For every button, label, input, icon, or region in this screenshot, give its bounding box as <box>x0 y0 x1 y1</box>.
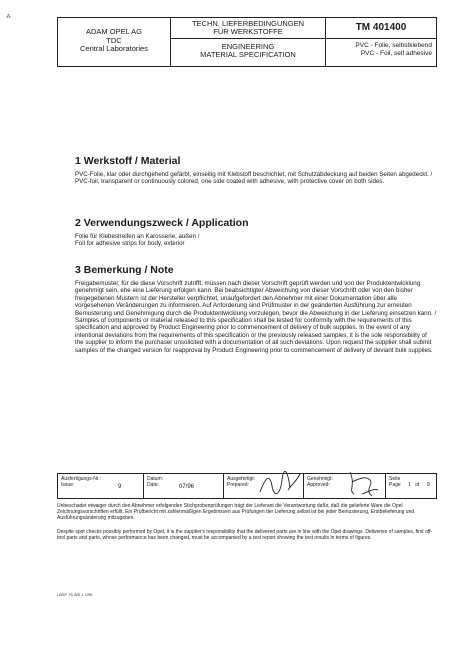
company-block <box>58 18 171 66</box>
date-value: 07/96 <box>179 484 195 490</box>
section-note <box>75 264 437 354</box>
section-heading: 1 Werkstoff / Material <box>75 155 181 167</box>
prepared-signature-icon <box>258 470 302 498</box>
tm-block <box>326 18 436 66</box>
corner-mark: ⁂ <box>6 14 11 20</box>
approved-cell: Genehmigt: Approved: <box>304 474 386 498</box>
tm-number: TM 401400 <box>326 18 436 39</box>
title-block <box>171 18 326 66</box>
section-text-en: Foil for adhesive strips for body, exterior <box>75 240 185 248</box>
title-german: TECHN. LIEFERBEDINGUNGEN FÜR WERKSTOFFE <box>171 18 325 39</box>
approved-signature-icon <box>344 468 380 500</box>
section-text-en: PVC-foil, transparent or continuously colored, one side coated with adhesive, with protective cover on both sides. <box>75 178 385 186</box>
section-heading: 2 Verwendungszweck / Application <box>75 217 249 229</box>
page-cell: Seite Page 1 of 9 <box>389 476 430 488</box>
section-text-de: Folie für Klebestreifen an Karosserie, außen / <box>75 233 200 240</box>
fine-print-de: Unbeschadet etwaiger durch den Abnehmer erfolgenden Stichprobenprüfungen trägt der Lieferant die Verantwortung dafür, daß die gelieferte Ware die Opel Zeichnungsvorschriften erfüllt. Ein Prüfbericht mit zahlenmäßigen Ergebnissen aus Prüfungen der Lieferung selbst ist bei jeder Bemusterung, Erstbelieferung und Ausführungsänderung mitzugeben. <box>57 503 415 522</box>
company-lab: Central Laboratories <box>80 44 148 53</box>
header-table <box>57 17 437 67</box>
fine-print-en: Despite spot checks possibly performed by Opel, it is the supplier's responsibility that the delivered parts are in line with the Opel drawings. Deliveries of samples, first off-tool parts and parts, whose performance has been changed, must be accompanied by a test report showing the test results in terms of figures. <box>57 529 433 542</box>
section-application <box>75 217 437 248</box>
issue-cell: Ausfertigungs-Nr.: Issue: 9 <box>58 474 144 498</box>
title-english: ENGINEERING MATERIAL SPECIFICATION <box>200 42 296 59</box>
form-number: LBSP 75 WS 1 1/95 <box>57 592 93 597</box>
company-dept: TDC <box>106 35 122 45</box>
prepared-cell: Ausgefertigt: Prepared: <box>224 474 304 498</box>
page-value: 1 <box>408 482 411 488</box>
section-text-en: Samples of components or material released to this specification shall be tested for conformity with the requirements of this specification and approved by Product Engineering prior to commencement of delivery of bulk supplies. In the event of any intentional deviations from the requirements of this specification or the previously released samples, it is the sole responsibility of the supplier to inform the purchaser unsolicited with a documentation of all such deviations. Upon request the supplier shall submit samples of the changed version for reapproval by Product Engineering prior to commencement of delivery of deviant bulk supplies. <box>75 317 433 354</box>
page-total: 9 <box>426 482 430 488</box>
section-text-de: PVC-Folie, klar oder durchgehend gefärbt, einseitig mit Klebstoff beschichtet, mit Schutzabdeckung auf beiden Seiten abgedeckt. / <box>75 171 433 178</box>
footer-table <box>57 473 437 499</box>
section-heading: 3 Bemerkung / Note <box>75 264 174 276</box>
section-material <box>75 155 437 186</box>
section-text-de: Freigabemuster, für die diese Vorschrift zutrifft, müssen nach dieser Vorschrift geprüft werden und von der Produktentwicklung genehmigt sein, ehe eine Lieferung erfolgen kann. Bei beabsichtigter Abweichung von dieser Vorschrift oder von den bisher freigegebenen Mustern ist der Hersteller verpflichtet, unaufgefordert den Abnehmer mit einer Dokumentation über alle vorgesehenen Veränderungen zu informieren. Auf Anforderung sind Prüfmuster in der geänderten Ausführung zur erneuten Bemusterung und Genehmigung durch die Produktentwicklung vorzulegen, bevor die Abweichung in der Lieferung einsetzen kann. / <box>75 280 437 317</box>
material-description: PVC - Folie, selbstklebend PVC - Foil, self adhesive <box>355 42 432 57</box>
company-name: ADAM OPEL AG <box>86 27 142 36</box>
issue-value: 9 <box>118 484 122 490</box>
date-cell: Datum: Date: 07/96 <box>144 474 224 498</box>
